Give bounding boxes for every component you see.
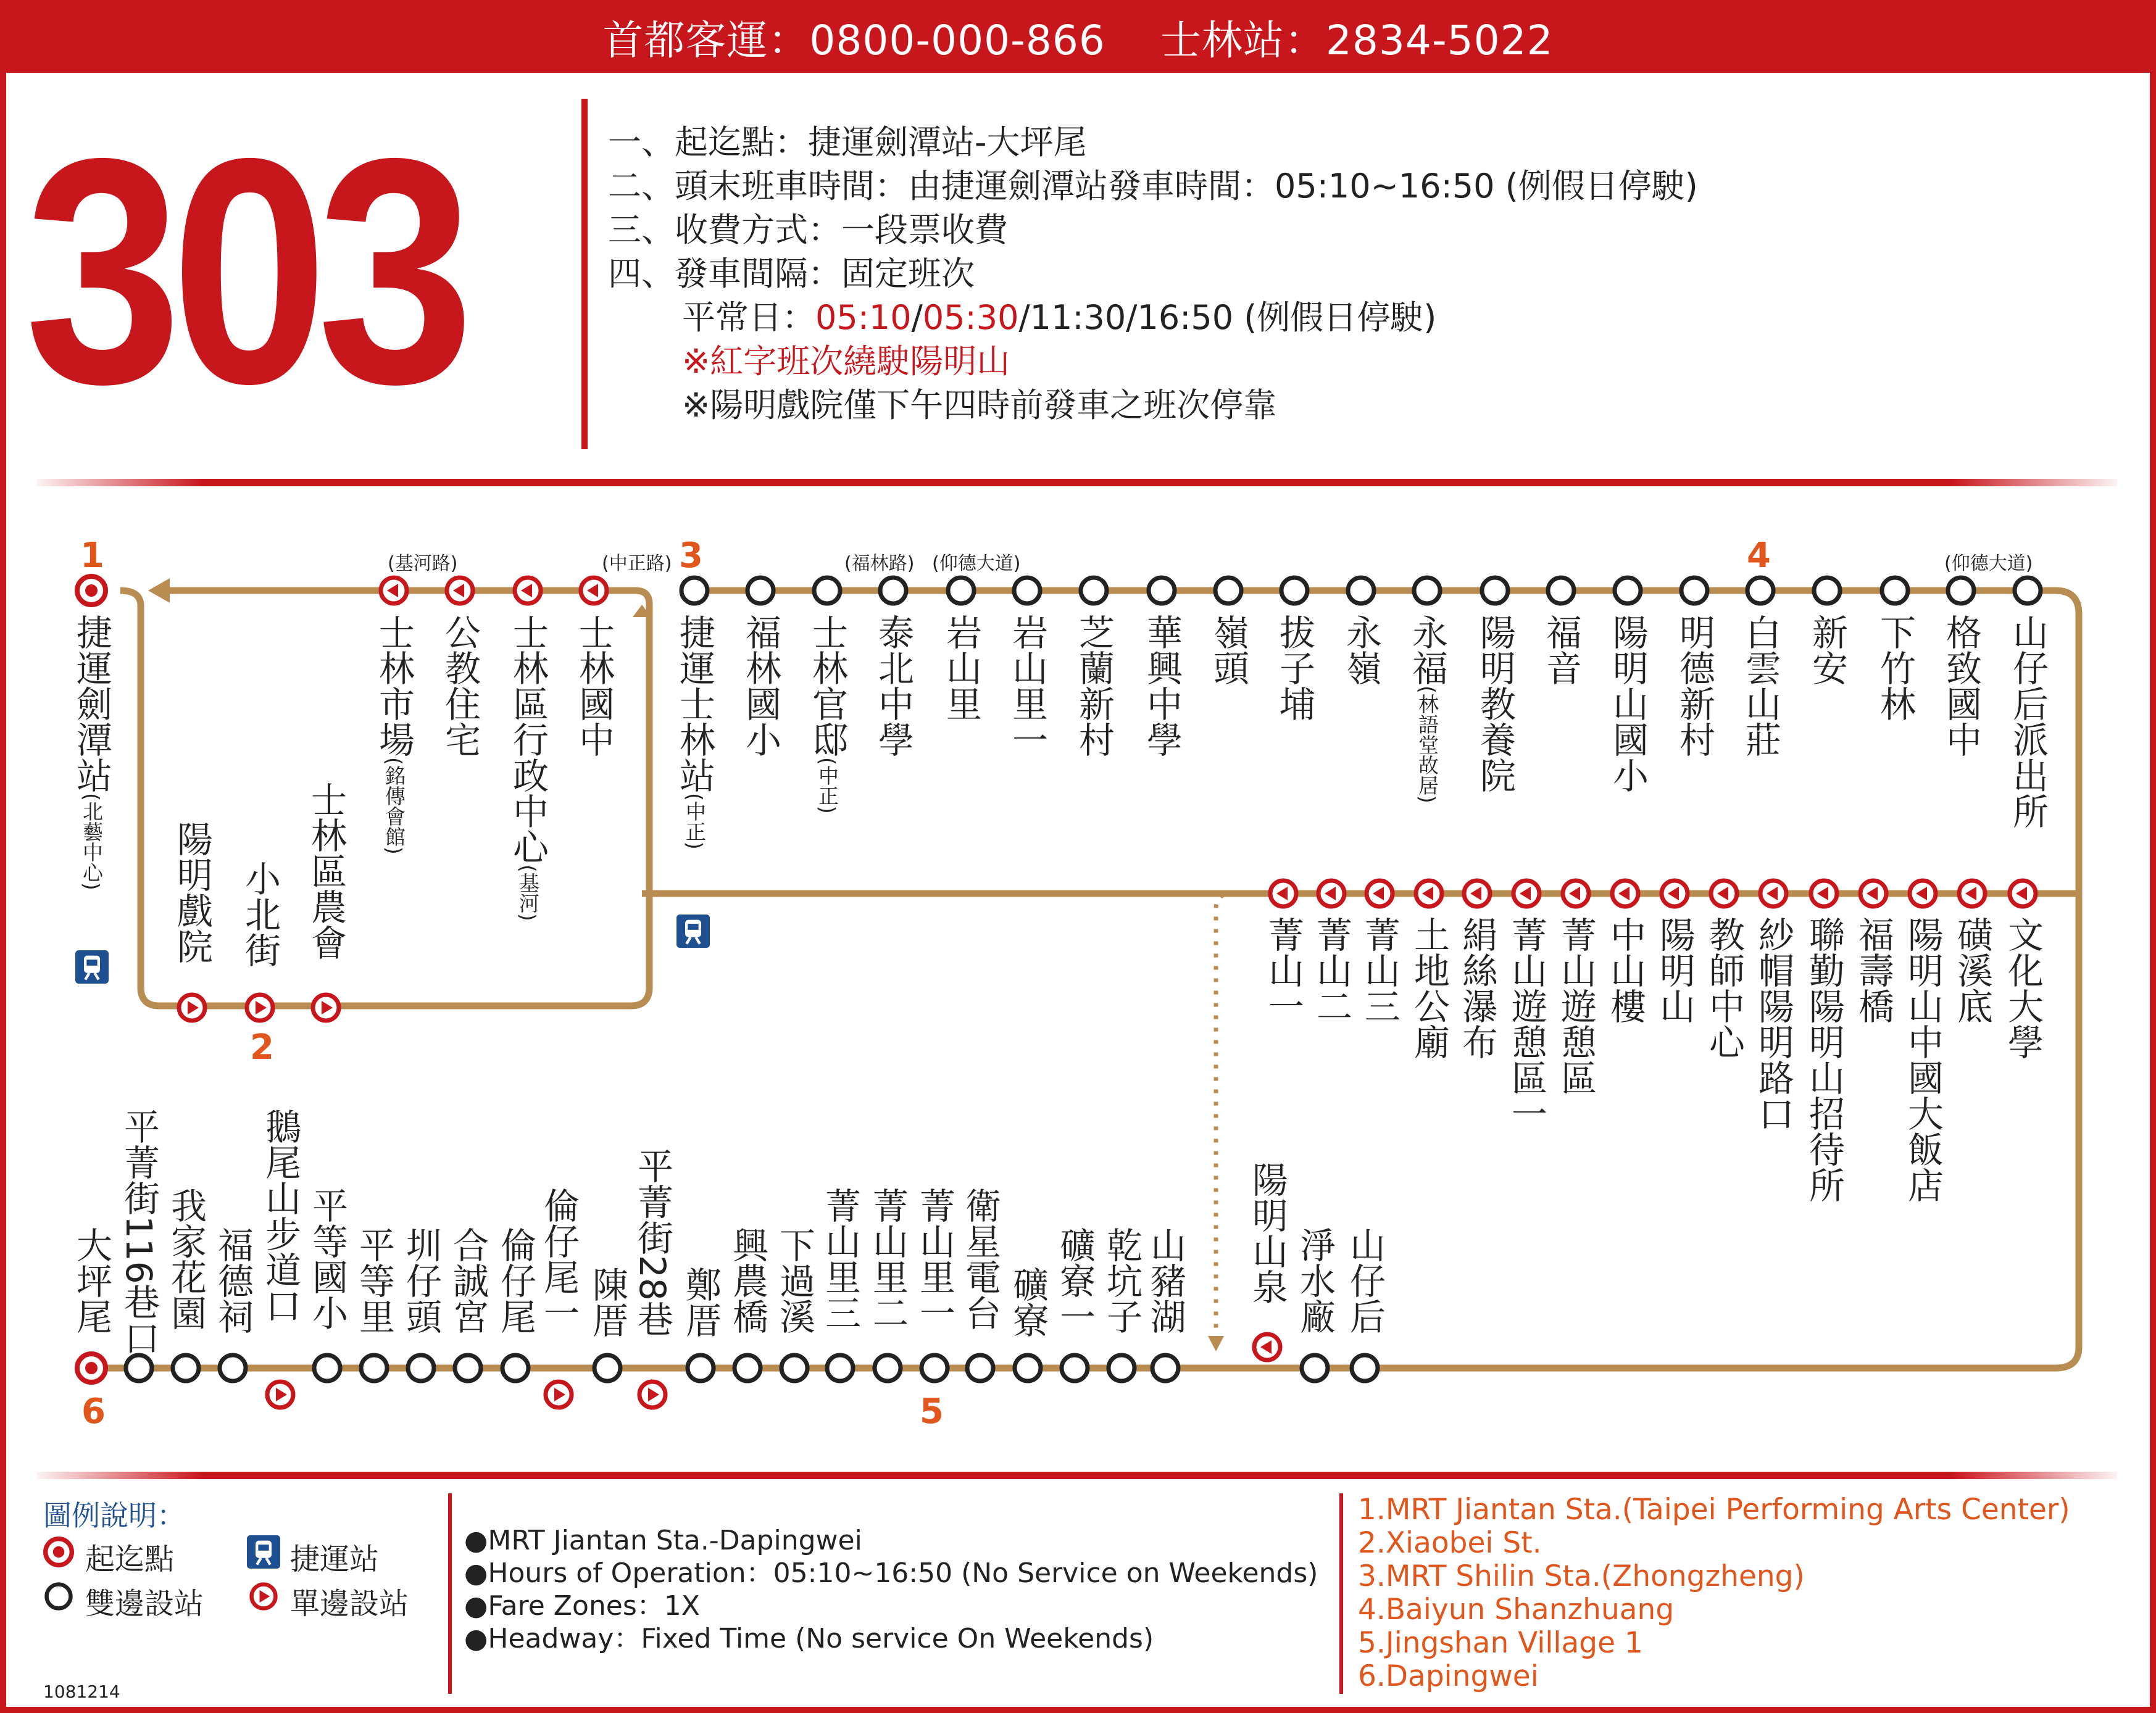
stop-huangliao1: 礦寮一 (1054, 1227, 1096, 1334)
road-label-zhongzheng: (中正路) (602, 553, 672, 574)
point-desc-3: 3.MRT Shilin Sta.(Zhongzheng) (1358, 1559, 1805, 1593)
stop-silk: 絹絲瀑布 (1456, 916, 1498, 1060)
stop-hecheng: 合誠宮 (447, 1227, 489, 1334)
hotline-text: 首都客運：0800-000-866 士林站：2834-5022 (602, 16, 1554, 64)
info-note-red: ※紅字班次繞駛陽明山 (682, 342, 1010, 381)
road-label-jihe: (基河路) (388, 553, 458, 574)
time-red-2: 05:30 (922, 298, 1019, 337)
point-desc-6: 6.Dapingwei (1358, 1659, 1539, 1693)
stop-jq3: 菁山三 (1359, 916, 1401, 1024)
stop-shanzihou: 山仔后 (1344, 1227, 1386, 1334)
stop-jingshui: 淨水廠 (1294, 1227, 1336, 1334)
stop-teacher: 教師中心 (1703, 916, 1745, 1060)
point-desc-4: 4.Baiyun Shanzhuang (1358, 1593, 1675, 1627)
stop-fushou: 福壽橋 (1852, 916, 1894, 1024)
stop-shilin-market: 士林市場(銘傳會館) (373, 614, 415, 855)
stop-yangming-theater: 陽明戲院 (171, 821, 213, 964)
stop-zhoutou: 圳仔頭 (400, 1227, 442, 1334)
stop-zhuhu: 山豬湖 (1144, 1227, 1186, 1334)
stop-bazipu: 拔子埔 (1273, 614, 1315, 721)
info-headway: 四、發車間隔：固定班次 (608, 254, 975, 293)
point-6: 6 (81, 1392, 106, 1432)
en-fare: ●Fare Zones：1X (464, 1590, 700, 1622)
weekday-prefix: 平常日： (682, 298, 815, 337)
stop-zhilan: 芝蘭新村 (1073, 614, 1115, 757)
stop-jsl1: 菁山里一 (914, 1187, 955, 1330)
stop-yanshan: 岩山里 (940, 614, 982, 721)
stop-tudi: 土地公廟 (1408, 916, 1450, 1060)
stop-pj28: 平菁街28巷 (631, 1148, 673, 1337)
legend-divider (448, 1493, 452, 1694)
stop-huangliao: 礦寮 (1007, 1266, 1049, 1338)
stop-zhengcuo: 鄭厝 (680, 1266, 722, 1338)
stop-yongling: 永嶺 (1340, 614, 1382, 686)
route-number: 303 (25, 92, 464, 450)
point-desc-1: 1.MRT Jiantan Sta.(Taipei Performing Arts Center) (1358, 1493, 2070, 1527)
stop-mingde: 明德新村 (1673, 614, 1715, 757)
stop-culture-u: 文化大學 (2002, 916, 2044, 1060)
stop-lzw: 倫仔尾 (494, 1227, 536, 1334)
version-code: 1081214 (43, 1682, 120, 1702)
stop-yms-hotel: 陽明山中國大飯店 (1902, 916, 1944, 1203)
legend-terminal: 起迄點 (85, 1542, 175, 1577)
stop-jq1: 菁山一 (1262, 916, 1304, 1024)
stop-ymsan: 陽明山 (1654, 916, 1696, 1024)
stop-yanshan-1: 岩山里一 (1006, 614, 1048, 757)
stop-xingnong: 興農橋 (726, 1227, 768, 1334)
stop-huangxidi: 磺溪底 (1951, 916, 1993, 1024)
en-terminals: ●MRT Jiantan Sta.-Dapingwei (464, 1525, 862, 1556)
stop-shilin-jh: 士林國中 (573, 614, 615, 757)
stop-zhongshan: 中山樓 (1604, 916, 1646, 1024)
road-label-yangde-1: (仰德大道) (932, 553, 1021, 574)
stop-baiyun: 白雲山莊 (1739, 614, 1781, 757)
stop-gezhi: 格致國中 (1940, 614, 1982, 757)
stop-xinan: 新安 (1806, 614, 1848, 686)
stop-lianqin: 聯勤陽明山招待所 (1803, 916, 1845, 1203)
time-sep: / (911, 298, 923, 337)
stop-ym-spring: 陽明山泉 (1246, 1161, 1288, 1304)
english-info (464, 1524, 1318, 1655)
stop-shamao: 紗帽陽明路口 (1752, 916, 1794, 1131)
stop-fuyin: 福音 (1540, 614, 1582, 686)
stop-qiankeng: 乾坑子 (1101, 1227, 1143, 1334)
stop-yms-es: 陽明山國小 (1607, 614, 1649, 793)
stop-jsl3: 菁山里三 (819, 1187, 861, 1330)
stop-jsl2: 菁山里二 (867, 1187, 909, 1330)
stop-ewei: 鵝尾山步道口 (259, 1108, 301, 1323)
point-desc-2: 2.Xiaobei St. (1358, 1526, 1542, 1560)
road-label-fulin: (福林路) (844, 553, 915, 574)
info-hours: 二、頭末班車時間：由捷運劍潭站發車時間：05:10~16:50 (例假日停駛) (608, 167, 1698, 205)
point-2: 2 (250, 1027, 274, 1068)
time-red-1: 05:10 (815, 298, 912, 337)
stop-chencuo: 陳厝 (586, 1266, 628, 1338)
legend-title: 圖例說明： (43, 1499, 185, 1532)
time-rest: /11:30/16:50 (例假日停駛) (1018, 298, 1437, 337)
stop-jq2: 菁山二 (1310, 916, 1352, 1024)
stop-shilin-district: 士林區行政中心(基河) (507, 614, 549, 921)
en-headway: ●Headway：Fixed Time (No service On Weekends) (464, 1623, 1154, 1654)
stop-xiazhulin: 下竹林 (1874, 614, 1916, 721)
stop-jiantan: 捷運劍潭站(北藝中心) (70, 614, 112, 890)
info-fare: 三、收費方式：一段票收費 (608, 210, 1008, 249)
stop-xiaobei: 小北街 (239, 860, 281, 968)
road-label-yangde-2: (仰德大道) (1944, 553, 2033, 574)
info-terminals: 一、起迄點：捷運劍潭站-大坪尾 (608, 123, 1087, 162)
legend-one-side: 單邊設站 (290, 1586, 409, 1621)
legend-both-sides: 雙邊設站 (85, 1586, 204, 1621)
stop-farm-assoc: 士林區農會 (305, 781, 347, 960)
point-1: 1 (80, 536, 104, 576)
point-5: 5 (920, 1392, 944, 1432)
en-hours: ●Hours of Operation：05:10~16:50 (No Service on Weekends) (464, 1557, 1318, 1589)
stop-xiaguoxi: 下過溪 (773, 1227, 815, 1334)
info-note-theater: ※陽明戲院僅下午四時前發車之班次停靠 (682, 386, 1277, 425)
point-3: 3 (679, 536, 703, 576)
legend-mrt: 捷運站 (290, 1542, 380, 1577)
stop-pd-es: 平等國小 (306, 1187, 348, 1330)
stop-dapingwei: 大坪尾 (70, 1227, 112, 1334)
point-desc-5: 5.Jingshan Village 1 (1358, 1626, 1643, 1660)
stop-pingdeng: 平等里 (353, 1227, 395, 1334)
points-divider (1339, 1493, 1343, 1694)
point-legend (1358, 1493, 2070, 1693)
stop-lingtou: 嶺頭 (1207, 614, 1249, 686)
stop-guandi: 士林官邸(中正) (806, 614, 848, 814)
stop-fulin-es: 福林國小 (739, 614, 781, 757)
stop-police: 山仔后派出所 (2007, 614, 2049, 829)
stop-mrt-shilin: 捷運士林站(中正) (673, 614, 715, 850)
stop-gongjiao: 公教住宅 (439, 614, 481, 757)
stop-jiaoyang: 陽明教養院 (1474, 614, 1516, 793)
stop-yongfu: 永福(林語堂故居) (1406, 614, 1448, 803)
stop-lzw1: 倫仔尾一 (538, 1187, 580, 1330)
stop-weixing: 衛星電台 (959, 1187, 1001, 1330)
stop-jqpark: 菁山遊憩區 (1555, 916, 1597, 1095)
stop-jqpark1: 菁山遊憩區一 (1505, 916, 1547, 1131)
stop-wojia: 我家花園 (165, 1187, 207, 1330)
stop-taibei-hs: 泰北中學 (872, 614, 914, 757)
point-4: 4 (1747, 536, 1771, 576)
stop-pj116: 平菁街116巷口 (118, 1108, 160, 1356)
stop-huaxing: 華興中學 (1141, 614, 1183, 757)
stop-fude: 福德祠 (212, 1227, 254, 1334)
